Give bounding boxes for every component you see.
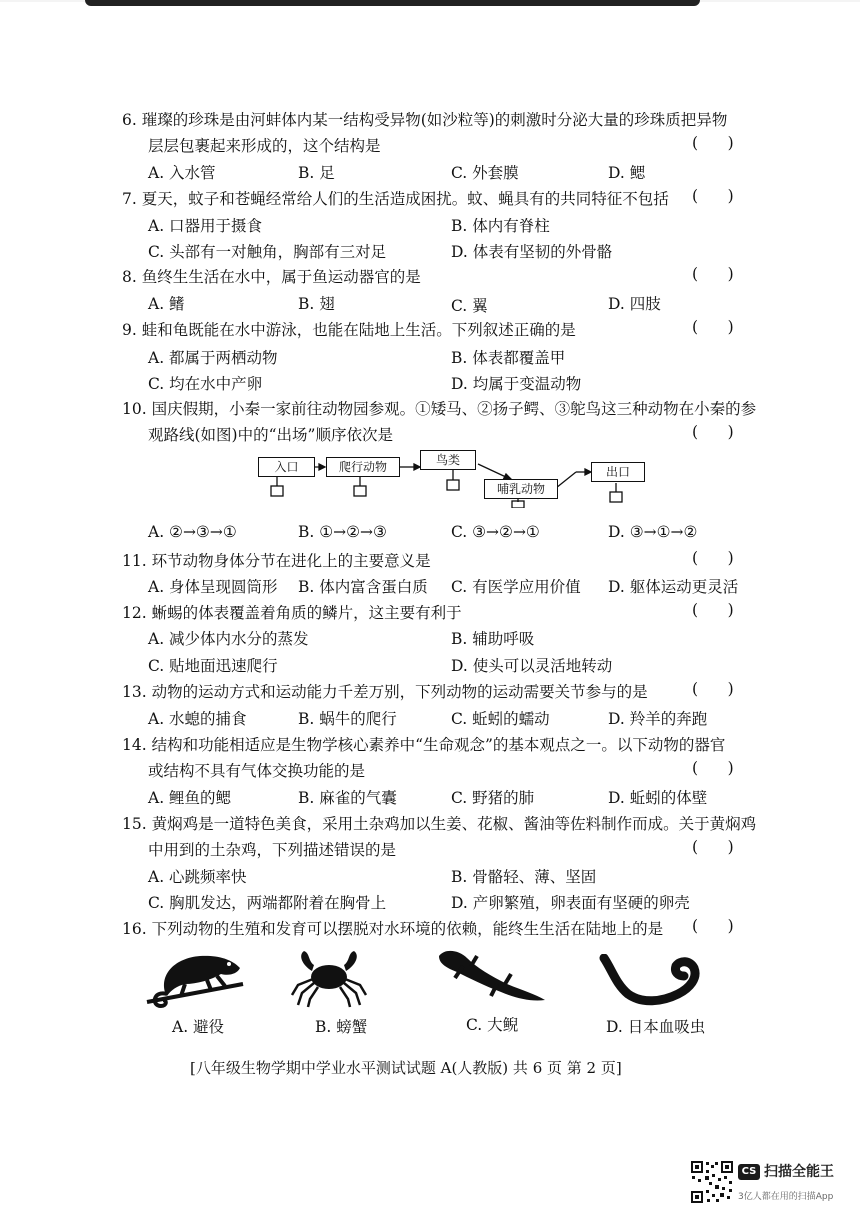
q8-option-b: B. 翅 <box>298 295 335 313</box>
q7-option-c: C. 头部有一对触角，胸部有三对足 <box>148 243 387 261</box>
salamander-icon <box>435 944 547 1006</box>
q8-option-d: D. 四肢 <box>608 295 661 313</box>
q10-option-b: B. ①→②→③ <box>298 523 387 541</box>
q6-option-d: D. 鳃 <box>608 164 646 182</box>
q8-option-a: A. 鳍 <box>148 295 185 313</box>
q13-option-b: B. 蜗牛的爬行 <box>298 710 397 728</box>
q8-stem: 8. 鱼终生生活在水中，属于鱼运动器官的是 <box>122 268 421 286</box>
q6-option-a: A. 入水管 <box>148 164 216 182</box>
q14-answer-blank: ( ) <box>692 759 734 777</box>
q10-option-c: C. ③→②→① <box>451 523 540 541</box>
q11-option-b: B. 体内富含蛋白质 <box>298 578 428 596</box>
route-reptiles: 爬行动物 <box>326 457 400 477</box>
q7-stem: 7. 夏天，蚊子和苍蝇经常给人们的生活造成困扰。蚊、蝇具有的共同特征不包括 <box>122 190 669 208</box>
q13-option-c: C. 蚯蚓的蠕动 <box>451 710 550 728</box>
q13-option-a: A. 水螅的捕食 <box>148 710 247 728</box>
blood-fluke-icon <box>598 954 710 1010</box>
q10-answer-blank: ( ) <box>692 423 734 441</box>
q15-option-b: B. 骨骼轻、薄、坚固 <box>451 868 597 886</box>
qr-code-icon <box>690 1160 734 1204</box>
scan-shadow-top <box>85 0 700 6</box>
q11-answer-blank: ( ) <box>692 549 734 567</box>
q7-answer-blank: ( ) <box>692 187 734 205</box>
q6-option-c: C. 外套膜 <box>451 164 519 182</box>
camscanner-name: 扫描全能王 <box>764 1164 834 1180</box>
q12-option-b: B. 辅助呼吸 <box>451 630 535 648</box>
q7-option-a: A. 口器用于摄食 <box>148 217 263 235</box>
q15-option-c: C. 胸肌发达，两端都附着在胸骨上 <box>148 894 387 912</box>
q12-option-c: C. 贴地面迅速爬行 <box>148 657 278 675</box>
camscanner-logo: CS <box>738 1164 760 1180</box>
q7-option-b: B. 体内有脊柱 <box>451 217 550 235</box>
q12-stem: 12. 蜥蜴的体表覆盖着角质的鳞片，这主要有利于 <box>122 604 462 622</box>
q15-answer-blank: ( ) <box>692 838 734 856</box>
q14-option-b: B. 麻雀的气囊 <box>298 789 397 807</box>
q16-option-c: C. 大鲵 <box>466 1016 519 1034</box>
camscanner-tagline: 3亿人都在用的扫描App <box>738 1192 834 1202</box>
q6-stem: 6. 璀璨的珍珠是由河蚌体内某一结构受异物(如沙粒等)的刺激时分泌大量的珍珠质把异物 <box>122 111 728 129</box>
route-entrance: 入口 <box>258 457 315 477</box>
q11-option-d: D. 躯体运动更灵活 <box>608 578 739 596</box>
q15-stem-2: 中用到的土杂鸡，下列描述错误的是 <box>148 841 397 859</box>
q14-option-d: D. 蚯蚓的体壁 <box>608 789 708 807</box>
q15-stem: 15. 黄焖鸡是一道特色美食，采用土杂鸡加以生姜、花椒、酱油等佐料制作而成。关于黄焖鸡 <box>122 815 757 833</box>
q13-answer-blank: ( ) <box>692 680 734 698</box>
q10-stem-2: 观路线(如图)中的“出场”顺序依次是 <box>148 426 393 444</box>
q14-stem: 14. 结构和功能相适应是生物学核心素养中“生命观念”的基本观点之一。以下动物的器官 <box>122 736 726 754</box>
q10-option-d: D. ③→①→② <box>608 523 698 541</box>
q9-option-b: B. 体表都覆盖甲 <box>451 349 566 367</box>
q14-option-a: A. 鲤鱼的鳃 <box>148 789 232 807</box>
q6-stem-2: 层层包裹起来形成的，这个结构是 <box>148 137 381 155</box>
q16-answer-blank: ( ) <box>692 917 734 935</box>
q12-option-a: A. 减少体内水分的蒸发 <box>148 630 309 648</box>
q9-answer-blank: ( ) <box>692 318 734 336</box>
q16-stem: 16. 下列动物的生殖和发育可以摆脱对水环境的依赖，能终生生活在陆地上的是 <box>122 920 664 938</box>
q15-option-d: D. 产卵繁殖，卵表面有坚硬的卵壳 <box>451 894 690 912</box>
q8-option-c: C. 翼 <box>451 297 488 315</box>
q9-option-a: A. 都属于两栖动物 <box>148 349 278 367</box>
chameleon-icon <box>145 944 245 1010</box>
crab-icon <box>288 947 370 1009</box>
route-exit: 出口 <box>591 462 645 482</box>
q16-option-d: D. 日本血吸虫 <box>606 1018 706 1036</box>
q6-answer-blank: ( ) <box>692 134 734 152</box>
q13-option-d: D. 羚羊的奔跑 <box>608 710 708 728</box>
q16-option-a: A. 避役 <box>172 1018 225 1036</box>
q13-stem: 13. 动物的运动方式和运动能力千差万别，下列动物的运动需要关节参与的是 <box>122 683 648 701</box>
q6-option-b: B. 足 <box>298 164 335 182</box>
q12-option-d: D. 使头可以灵活地转动 <box>451 657 613 675</box>
q8-answer-blank: ( ) <box>692 265 734 283</box>
q11-option-c: C. 有医学应用价值 <box>451 578 581 596</box>
q9-option-c: C. 均在水中产卵 <box>148 375 263 393</box>
q11-stem: 11. 环节动物身体分节在进化上的主要意义是 <box>122 552 431 570</box>
q14-option-c: C. 野猪的肺 <box>451 789 535 807</box>
route-mammals: 哺乳动物 <box>484 479 558 499</box>
q9-option-d: D. 均属于变温动物 <box>451 375 582 393</box>
q12-answer-blank: ( ) <box>692 601 734 619</box>
q14-stem-2: 或结构不具有气体交换功能的是 <box>148 762 366 780</box>
route-birds: 鸟类 <box>420 450 476 470</box>
page-footer: [八年级生物学期中学业水平测试试题 A(人教版) 共 6 页 第 2 页] <box>190 1059 622 1077</box>
q9-stem: 9. 蛙和龟既能在水中游泳，也能在陆地上生活。下列叙述正确的是 <box>122 321 576 339</box>
q10-stem: 10. 国庆假期，小秦一家前往动物园参观。①矮马、②扬子鳄、③鸵鸟这三种动物在小秦的参 <box>122 400 757 418</box>
q7-option-d: D. 体表有坚韧的外骨骼 <box>451 243 613 261</box>
q16-option-b: B. 螃蟹 <box>315 1018 368 1036</box>
q15-option-a: A. 心跳频率快 <box>148 868 247 886</box>
q11-option-a: A. 身体呈现圆筒形 <box>148 578 278 596</box>
q10-option-a: A. ②→③→① <box>148 523 237 541</box>
